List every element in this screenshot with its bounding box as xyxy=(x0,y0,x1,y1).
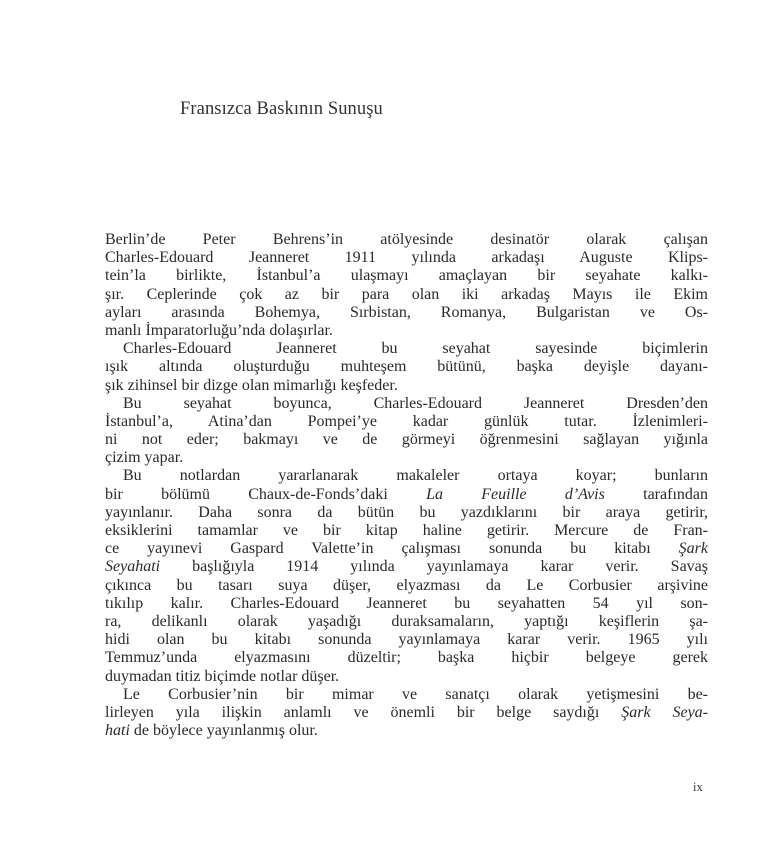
text-segment: Charles-Edouard Jeanneret 1911 yılında arkadaşı Auguste Klips- xyxy=(105,249,708,267)
text-segment: ayları arasında Bohemya, Sırbistan, Romanya, Bulgaristan ve Os- xyxy=(105,303,708,321)
text-segment: ni not eder; bakmayı ve de görmeyi öğrenmesini sağlayan yığınla xyxy=(105,431,708,449)
text-line xyxy=(105,467,708,485)
text-segment: de böylece yayınlanmış olur. xyxy=(129,722,318,740)
text-line xyxy=(105,704,708,722)
text-line xyxy=(105,249,708,267)
text-segment: hidi olan bu kitabı sonunda yayınlamaya karar verir. 1965 yılı xyxy=(105,631,708,649)
text-line xyxy=(105,540,708,558)
text-line xyxy=(105,558,708,576)
text-segment: Berlin’de Peter Behrens’in atölyesinde desinatör olarak çalışan xyxy=(105,231,708,248)
text-line xyxy=(105,322,708,340)
text-line xyxy=(105,304,708,322)
text-segment: yayınlanır. Daha sonra da bütün bu yazdıklarını bir araya getirir, xyxy=(105,503,708,521)
body-text xyxy=(105,231,708,740)
text-segment: İstanbul’a, Atina’dan Pompei’ye kadar günlük tutar. İzlenimleri- xyxy=(105,412,708,430)
paragraph xyxy=(105,395,708,468)
text-segment: Bu notlardan yararlanarak makaleler ortaya koyar; bunların xyxy=(123,467,708,485)
text-line xyxy=(105,486,708,504)
text-segment: çıkınca bu tasarı suya düşer, elyazması da Le Corbusier arşivine xyxy=(105,576,708,594)
text-line xyxy=(105,449,708,467)
text-segment: Bu seyahat boyunca, Charles-Edouard Jeanneret Dresden’den xyxy=(123,394,708,412)
text-segment: ışık altında oluşturduğu muhteşem bütünü, başka deyişle dayanı- xyxy=(105,358,708,376)
text-line xyxy=(105,413,708,431)
text-segment: ra, delikanlı olarak yaşadığı duraksamaların, yaptığı keşiflerin şa- xyxy=(105,612,708,630)
text-line xyxy=(105,377,708,395)
text-segment: eksiklerini tamamlar ve bir kitap haline getirir. Mercure de Fran- xyxy=(105,522,708,539)
text-line xyxy=(105,577,708,595)
text-segment: ce yayınevi Gaspard Valette’in çalışması sonunda bu kitabı xyxy=(105,540,679,558)
page-number: ix xyxy=(693,780,703,794)
text-segment: manlı İmparatorluğu’nda dolaşırlar. xyxy=(105,321,333,339)
text-line xyxy=(105,340,708,358)
italic-title: La Feuille d’Avis xyxy=(426,485,605,503)
text-segment: Temmuz’unda elyazmasını düzeltir; başka hiçbir belgeye gerek xyxy=(105,649,708,667)
text-segment: Le Corbusier’nin bir mimar ve sanatçı olarak yetişmesini be- xyxy=(123,685,708,703)
paragraph xyxy=(105,340,708,395)
text-segment: lirleyen yıla ilişkin anlamlı ve önemli bir belge saydığı xyxy=(105,703,622,721)
text-line xyxy=(105,267,708,285)
text-line xyxy=(105,631,708,649)
italic-title: Şark Seya- xyxy=(621,703,709,721)
text-line xyxy=(105,649,708,667)
text-segment: çizim yapar. xyxy=(105,449,184,467)
paragraph xyxy=(105,686,708,741)
text-line xyxy=(105,431,708,449)
text-line xyxy=(105,686,708,704)
italic-title: Şark xyxy=(678,540,708,558)
text-line xyxy=(105,595,708,613)
text-segment: şık zihinsel bir dizge olan mimarlığı keşfeder. xyxy=(105,376,398,394)
text-segment: bir bölümü Chaux-de-Fonds’daki xyxy=(105,485,427,503)
text-segment: tarafından xyxy=(604,485,708,503)
text-segment: şır. Ceplerinde çok az bir para olan iki arkadaş Mayıs ile Ekim xyxy=(105,285,708,303)
text-segment: duymadan titiz biçimde notlar düşer. xyxy=(105,667,340,685)
text-segment: Charles-Edouard Jeanneret bu seyahat sayesinde biçimlerin xyxy=(123,340,708,358)
text-line xyxy=(105,522,708,540)
text-line xyxy=(105,722,708,740)
italic-title: Seyahati xyxy=(105,558,161,576)
italic-title: hati xyxy=(105,722,130,740)
text-line xyxy=(105,613,708,631)
text-line xyxy=(105,504,708,522)
text-line xyxy=(105,286,708,304)
paragraph xyxy=(105,231,708,340)
text-line xyxy=(105,668,708,686)
text-line xyxy=(105,358,708,376)
text-segment: başlığıyla 1914 yılında yayınlamaya karar verir. Savaş xyxy=(160,558,708,576)
text-line xyxy=(105,395,708,413)
text-segment: tıkılıp kalır. Charles-Edouard Jeanneret bu seyahatten 54 yıl son- xyxy=(105,594,708,612)
text-line xyxy=(105,231,708,249)
paragraph xyxy=(105,467,708,685)
chapter-title: Fransızca Baskının Sunuşu xyxy=(180,99,383,119)
text-segment: tein’la birlikte, İstanbul’a ulaşmayı amaçlayan bir seyahate kalkı- xyxy=(105,267,708,285)
